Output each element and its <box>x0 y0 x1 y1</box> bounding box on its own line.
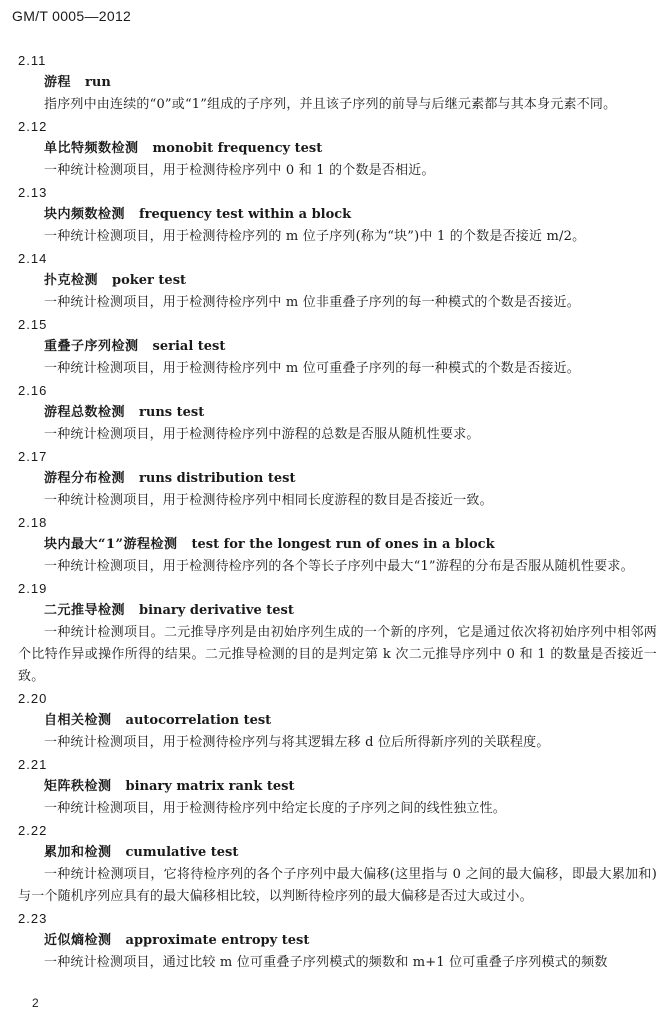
term-english: frequency test within a block <box>139 207 352 222</box>
clause-number: 2.16 <box>18 383 48 398</box>
term-english: serial test <box>152 339 226 354</box>
term-english: binary derivative test <box>139 603 294 618</box>
term-chinese: 扑克检测 <box>44 273 99 288</box>
term-definition: 一种统计检测项目，用于检测待检序列中 0 和 1 的个数是否相近。 <box>44 163 435 178</box>
term-entry-2-18 <box>0 512 671 578</box>
term-entry-2-11 <box>0 50 671 116</box>
term-definition: 一种统计检测项目，通过比较 m 位可重叠子序列模式的频数和 m+1 位可重叠子序列模式的频数 <box>44 955 608 970</box>
clause-number: 2.17 <box>18 449 48 464</box>
term-definition: 一种统计检测项目，用于检测待检序列的各个等长子序列中最大“1”游程的分布是否服从随机性要求。 <box>44 559 634 574</box>
term-heading <box>44 402 671 424</box>
term-english: runs distribution test <box>139 471 296 486</box>
page-number: 2 <box>32 996 39 1010</box>
term-english: autocorrelation test <box>125 713 272 728</box>
term-heading <box>44 776 671 798</box>
term-chinese: 二元推导检测 <box>44 603 126 618</box>
term-chinese: 块内频数检测 <box>44 207 126 222</box>
term-entry-2-21 <box>0 754 671 820</box>
term-heading <box>44 72 671 94</box>
term-definition: 一种统计检测项目，用于检测待检序列中 m 位可重叠子序列的每一种模式的个数是否接近。 <box>44 361 580 376</box>
term-heading <box>44 600 671 622</box>
term-chinese: 近似熵检测 <box>44 933 112 948</box>
clause-number: 2.12 <box>18 119 48 134</box>
term-heading <box>44 842 671 864</box>
term-chinese: 单比特频数检测 <box>44 141 139 156</box>
term-heading <box>44 138 671 160</box>
clause-number: 2.19 <box>18 581 48 596</box>
term-definition: 一种统计检测项目，用于检测待检序列的 m 位子序列(称为“块”)中 1 的个数是否接近 m/2。 <box>44 229 586 244</box>
term-heading <box>44 930 671 952</box>
term-entry-2-22 <box>0 820 671 908</box>
term-entry-2-17 <box>0 446 671 512</box>
term-definition: 一种统计检测项目，它将待检序列的各个子序列中最大偏移(这里指与 0 之间的最大偏移，即最大累加和)与一个随机序列应具有的最大偏移相比较，以判断待检序列的最大偏移是否过大或过小。 <box>18 867 657 904</box>
term-heading <box>44 204 671 226</box>
term-chinese: 重叠子序列检测 <box>44 339 139 354</box>
term-heading <box>44 710 671 732</box>
term-english: binary matrix rank test <box>125 779 295 794</box>
term-entry-2-23 <box>0 908 671 974</box>
terms-definitions-list <box>0 50 671 974</box>
term-english: test for the longest run of ones in a block <box>191 537 495 552</box>
clause-number: 2.18 <box>18 515 48 530</box>
term-entry-2-14 <box>0 248 671 314</box>
term-entry-2-13 <box>0 182 671 248</box>
term-english: poker test <box>112 273 187 288</box>
clause-number: 2.13 <box>18 185 48 200</box>
term-definition: 一种统计检测项目，用于检测待检序列中相同长度游程的数目是否接近一致。 <box>44 493 493 508</box>
term-heading <box>44 468 671 490</box>
term-chinese: 矩阵秩检测 <box>44 779 112 794</box>
term-english: approximate entropy test <box>125 933 310 948</box>
term-definition: 一种统计检测项目，用于检测待检序列中游程的总数是否服从随机性要求。 <box>44 427 480 442</box>
term-definition: 一种统计检测项目，用于检测待检序列与将其逻辑左移 d 位后所得新序列的关联程度。 <box>44 735 550 750</box>
term-chinese: 游程总数检测 <box>44 405 126 420</box>
standard-code-header: GM/T 0005—2012 <box>12 8 132 24</box>
clause-number: 2.11 <box>18 53 47 68</box>
term-entry-2-15 <box>0 314 671 380</box>
clause-number: 2.21 <box>18 757 48 772</box>
term-entry-2-19 <box>0 578 671 688</box>
term-english: cumulative test <box>125 845 239 860</box>
term-definition: 一种统计检测项目，用于检测待检序列中给定长度的子序列之间的线性独立性。 <box>44 801 507 816</box>
term-definition: 一种统计检测项目，用于检测待检序列中 m 位非重叠子序列的每一种模式的个数是否接近。 <box>44 295 580 310</box>
term-chinese: 游程 <box>44 75 72 90</box>
term-english: runs test <box>139 405 205 420</box>
term-chinese: 累加和检测 <box>44 845 112 860</box>
term-heading <box>44 336 671 358</box>
term-chinese: 块内最大“1”游程检测 <box>44 537 178 552</box>
term-entry-2-12 <box>0 116 671 182</box>
clause-number: 2.15 <box>18 317 48 332</box>
clause-number: 2.20 <box>18 691 48 706</box>
term-heading <box>44 270 671 292</box>
clause-number: 2.23 <box>18 911 48 926</box>
term-chinese: 游程分布检测 <box>44 471 126 486</box>
term-chinese: 自相关检测 <box>44 713 112 728</box>
term-heading <box>44 534 671 556</box>
term-english: monobit frequency test <box>152 141 323 156</box>
clause-number: 2.22 <box>18 823 48 838</box>
term-entry-2-16 <box>0 380 671 446</box>
term-entry-2-20 <box>0 688 671 754</box>
term-english: run <box>85 75 111 90</box>
term-definition: 指序列中由连续的“0”或“1”组成的子序列，并且该子序列的前导与后继元素都与其本身元素不同。 <box>44 97 617 112</box>
clause-number: 2.14 <box>18 251 48 266</box>
term-definition: 一种统计检测项目。二元推导序列是由初始序列生成的一个新的序列，它是通过依次将初始序列中相邻两个比特作异或操作所得的结果。二元推导检测的目的是判定第 k 次二元推导序列中 0 和 1 的数量是否接近一致。 <box>18 625 657 684</box>
